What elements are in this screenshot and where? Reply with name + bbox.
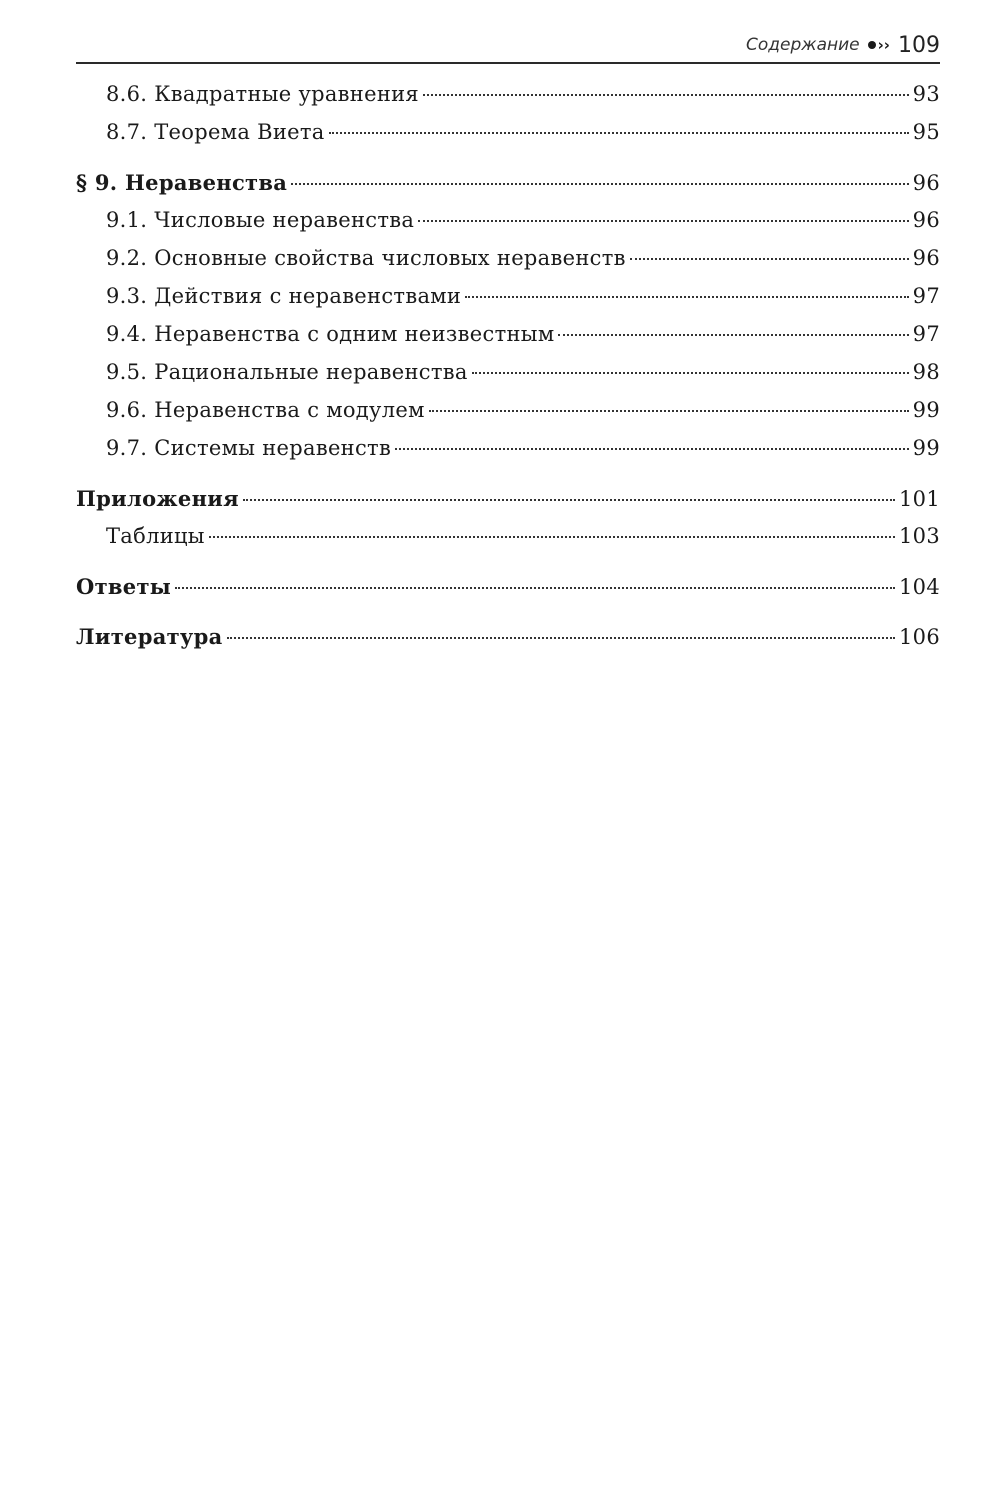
running-header xyxy=(76,28,940,64)
toc-entry[interactable] xyxy=(76,360,940,398)
toc-entry-title: 9.7. Системы неравенств xyxy=(106,436,392,460)
toc-entry-title: 8.6. Квадратные уравнения xyxy=(106,82,419,106)
dot-leader xyxy=(558,334,908,336)
toc-entry[interactable] xyxy=(76,284,940,322)
toc-entry-page: 101 xyxy=(899,487,940,511)
toc-entry[interactable] xyxy=(76,170,940,208)
dot-leader xyxy=(465,296,908,298)
dot-leader xyxy=(291,183,909,185)
toc-entry[interactable] xyxy=(76,436,940,474)
toc-entry[interactable] xyxy=(76,524,940,562)
toc-entry-title: § 9. Неравенства xyxy=(76,170,288,195)
toc-entry-title: 9.6. Неравенства с модулем xyxy=(106,398,425,422)
toc-entry-title: 9.5. Рациональные неравенства xyxy=(106,360,468,384)
toc-entry-page: 97 xyxy=(912,284,940,308)
toc-entry[interactable] xyxy=(76,208,940,246)
dot-leader xyxy=(472,372,909,374)
toc-entry-title: 9.2. Основные свойства числовых неравенств xyxy=(106,246,626,270)
dot-leader xyxy=(423,94,909,96)
toc-entry-page: 96 xyxy=(912,208,940,232)
toc-entry-page: 93 xyxy=(912,82,940,106)
header-page-number: 109 xyxy=(898,32,940,58)
toc-entry[interactable] xyxy=(76,322,940,360)
toc-entry-page: 106 xyxy=(899,625,940,649)
toc-entry-page: 99 xyxy=(912,398,940,422)
toc-entry-page: 95 xyxy=(912,120,940,144)
toc-entry-title: 9.1. Числовые неравенства xyxy=(106,208,415,232)
toc-entry[interactable] xyxy=(76,120,940,158)
table-of-contents xyxy=(76,82,940,662)
toc-entry-title: Литература xyxy=(76,624,223,649)
dot-leader xyxy=(429,410,909,412)
toc-entry-page: 98 xyxy=(912,360,940,384)
toc-entry[interactable] xyxy=(76,624,940,662)
toc-entry-page: 97 xyxy=(912,322,940,346)
dot-leader xyxy=(209,536,895,538)
toc-entry-title: Приложения xyxy=(76,486,239,511)
toc-entry-title: 8.7. Теорема Виета xyxy=(106,120,325,144)
toc-entry-page: 96 xyxy=(912,171,940,195)
toc-entry[interactable] xyxy=(76,82,940,120)
dot-leader xyxy=(243,499,895,501)
toc-entry-page: 104 xyxy=(899,575,940,599)
toc-entry-page: 103 xyxy=(899,524,940,548)
toc-entry[interactable] xyxy=(76,574,940,612)
dot-leader xyxy=(418,220,908,222)
header-marker-icon: ›› xyxy=(868,38,890,53)
dot-leader xyxy=(175,587,895,589)
toc-entry-title: 9.4. Неравенства с одним неизвестным xyxy=(106,322,555,346)
toc-entry-page: 99 xyxy=(912,436,940,460)
dot-leader xyxy=(329,132,909,134)
dot-leader xyxy=(395,448,909,450)
dot-leader xyxy=(630,258,909,260)
dot-leader xyxy=(227,637,895,639)
toc-entry[interactable] xyxy=(76,398,940,436)
toc-entry[interactable] xyxy=(76,486,940,524)
header-section-title: Содержание xyxy=(745,35,860,55)
toc-entry[interactable] xyxy=(76,246,940,284)
toc-entry-title: Ответы xyxy=(76,574,172,599)
toc-entry-page: 96 xyxy=(912,246,940,270)
toc-entry-title: 9.3. Действия с неравенствами xyxy=(106,284,462,308)
toc-entry-title: Таблицы xyxy=(106,524,205,548)
